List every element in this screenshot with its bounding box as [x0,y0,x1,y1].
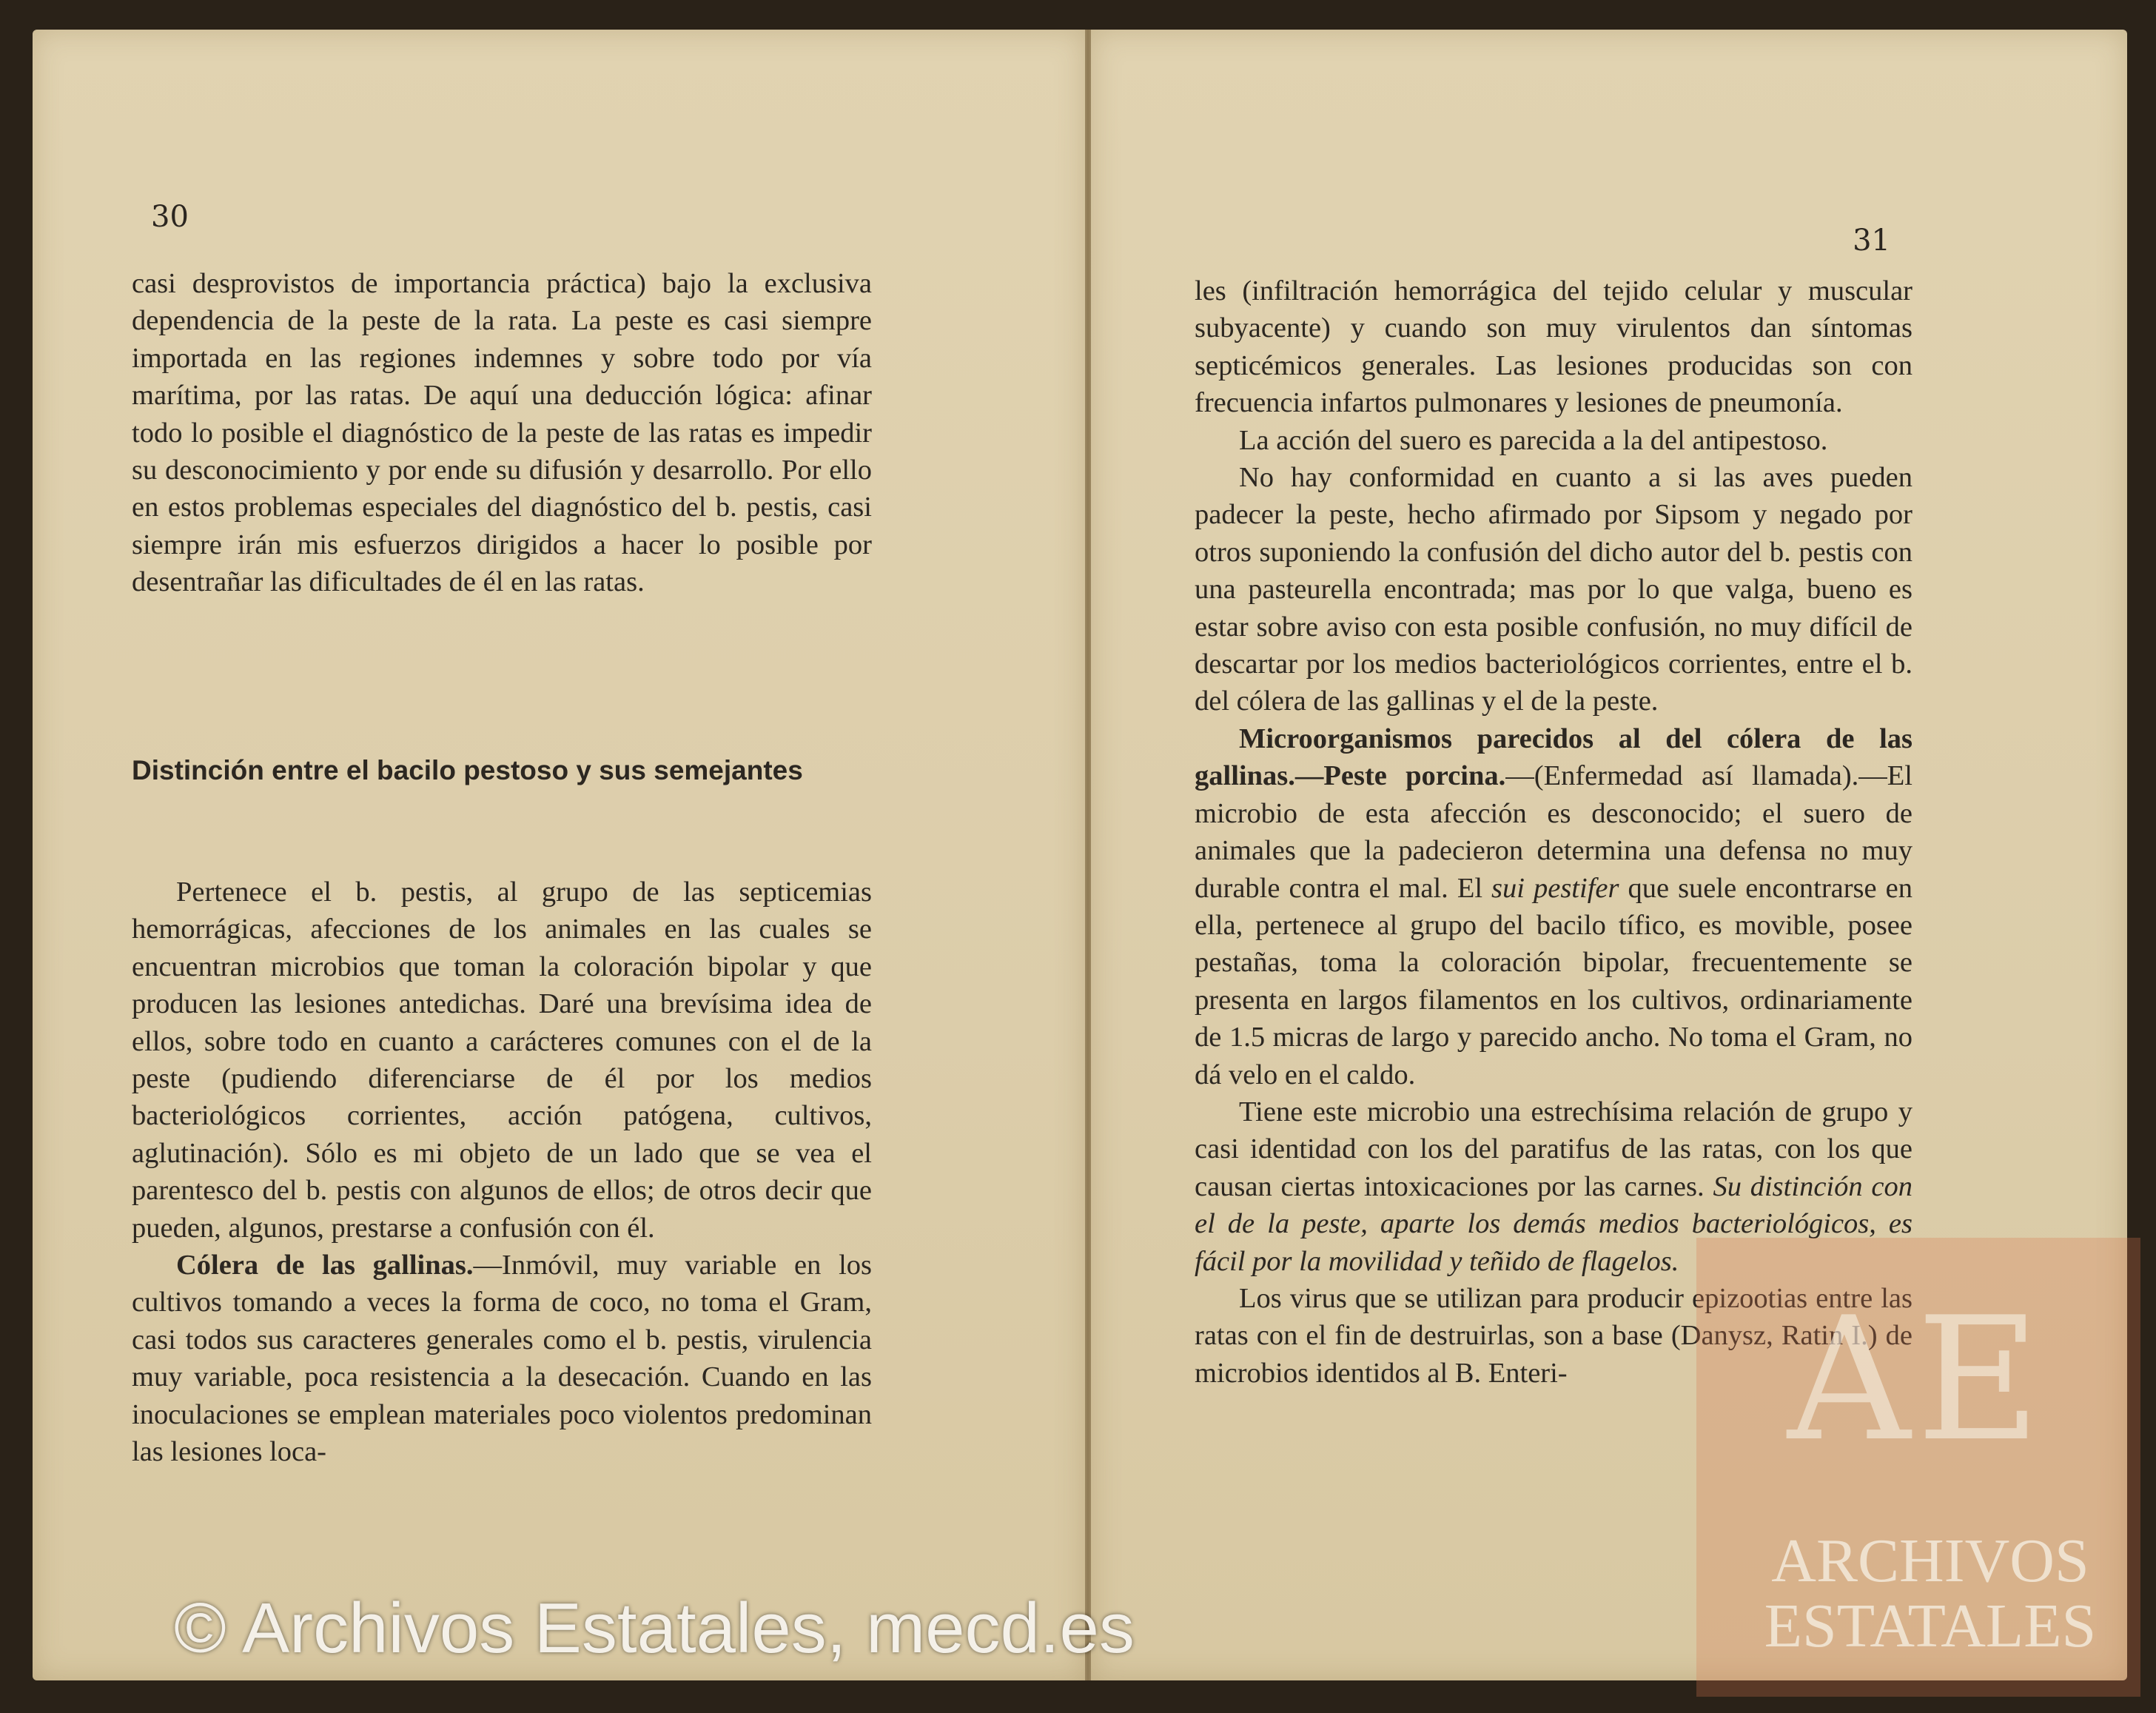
right-paragraph-6: Los virus que se utilizan para producir epizootias entre las ratas con el fin de destruirlas, son a base (Danysz, Ratin I.) de microbios identidos al B. Enteri- [1195,1282,1912,1389]
right-paragraph-4-text-b: que suele encontrarse en ella, pertenece al grupo del bacilo tífico, es movible, posee pestañas, toma la coloración bipolar, frecuentemente se presenta en largos filamentos en los cultivos, ordinariamente de 1.5 micras de largo y parecido ancho. No toma el Gram, no dá velo en el caldo. [1195,872,1912,1090]
left-paragraph-3-text: —Inmóvil, muy variable en los cultivos tomando a veces la forma de coco, no toma el Gram, casi todos sus caracteres generales como el b. pestis, virulencia muy variable, poca resistencia a la desecación. Cuando en las inoculaciones se emplean materiales poco violentos predominan las lesiones loca- [132,1250,872,1468]
watermark-line-2: ESTATALES [1764,1592,2097,1660]
left-paragraph-3-lead: Cólera de las gallinas. [176,1250,474,1281]
left-paragraph-3 [132,1247,872,1470]
page-number-right: 31 [1853,224,1890,258]
right-paragraph-5-text: Tiene este microbio una estrechísima relación de grupo y casi identidad con los del paratifus de las ratas, con los que causan ciertas intoxicaciones por las carnes. [1195,1096,1912,1202]
right-paragraph-1: les (infiltración hemorrágica del tejido celular y muscular subyacente) y cuando son muy virulentos dan síntomas septicémicos generales. Las lesiones producidas son con frecuencia infartos pulmonares y lesiones de pneumonía. [1195,275,1912,419]
page-number-left: 30 [151,200,189,234]
right-paragraph-5-italic: Su distinción con el de la peste, aparte los demás medios bacteriológicos, es fácil por la movilidad y teñido de flagelos. [1195,1170,1912,1277]
right-paragraph-2: La acción del suero es parecida a la del antipestoso. [1239,424,1828,456]
section-heading: Distinción entre el bacilo pestoso y sus semejantes [132,755,803,785]
right-paragraph-3: No hay conformidad en cuanto a si las aves pueden padecer la peste, hecho afirmado por Sipsom y negado por otros suponiendo la confusión del dicho autor del b. pestis con una pasteurella encontrada; mas por lo que valga, bueno es estar sobre aviso con esta posible confusión, no muy difícil de descartar por los medios bacteriológicos corrientes, entre el b. del cólera de las gallinas y el de la peste. [1195,462,1912,717]
watermark-line-1: ARCHIVOS [1771,1526,2089,1595]
right-paragraph-4-italic: sui pestifer [1491,872,1619,904]
right-paragraph-4-text-a: —(Enfermedad así llamada).—El microbio de esta afección es desconocido; el suero de animales que la padecieron determina una defensa no muy durable contra el mal. El [1195,760,1912,904]
archive-watermark-text [1730,1526,2130,1660]
left-page [33,30,1085,1680]
copyright-notice: © Archivos Estatales, mecd.es [174,1589,1135,1668]
right-column [1195,272,1912,1392]
archive-logo: AE [1787,1281,2046,1479]
right-paragraph-4 [1195,720,1912,1093]
left-intro-paragraph: casi desprovistos de importancia práctica) bajo la exclusiva dependencia de la peste de la rata. La peste es casi siempre importada en las regiones indemnes y sobre todo por vía marítima, por las ratas. De aquí una deducción lógica: afinar todo lo posible el diagnóstico de la peste de las ratas es impedir su desconocimiento y por ende su difusión y desarrollo. Por ello en estos problemas especiales del diagnóstico del b. pestis, casi siempre irán mis esfuerzos dirigidos a hacer lo posible por desentrañar las dificultades de él en las ratas. [132,268,872,598]
left-main-column [132,874,872,1471]
left-paragraph-2: Pertenece el b. pestis, al grupo de las septicemias hemorrágicas, afecciones de los animales en las cuales se encuentran microbios que toman la coloración bipolar y que producen las lesiones antedichas. Daré una brevísima idea de ellos, sobre todo en cuanto a carácteres comunes con el de la peste (pudiendo diferenciarse de él por los medios bacteriológicos corrientes, acción patógena, cultivos, aglutinación). Sólo es mi objeto de un lado que se vea el parentesco del b. pestis con algunos de ellos; de otros decir que pueden, algunos, prestarse a confusión con él. [132,876,872,1244]
right-paragraph-4-lead: Microorganismos parecidos al del cólera de las gallinas.—Peste porcina. [1195,723,1912,792]
left-intro-column [132,265,872,601]
